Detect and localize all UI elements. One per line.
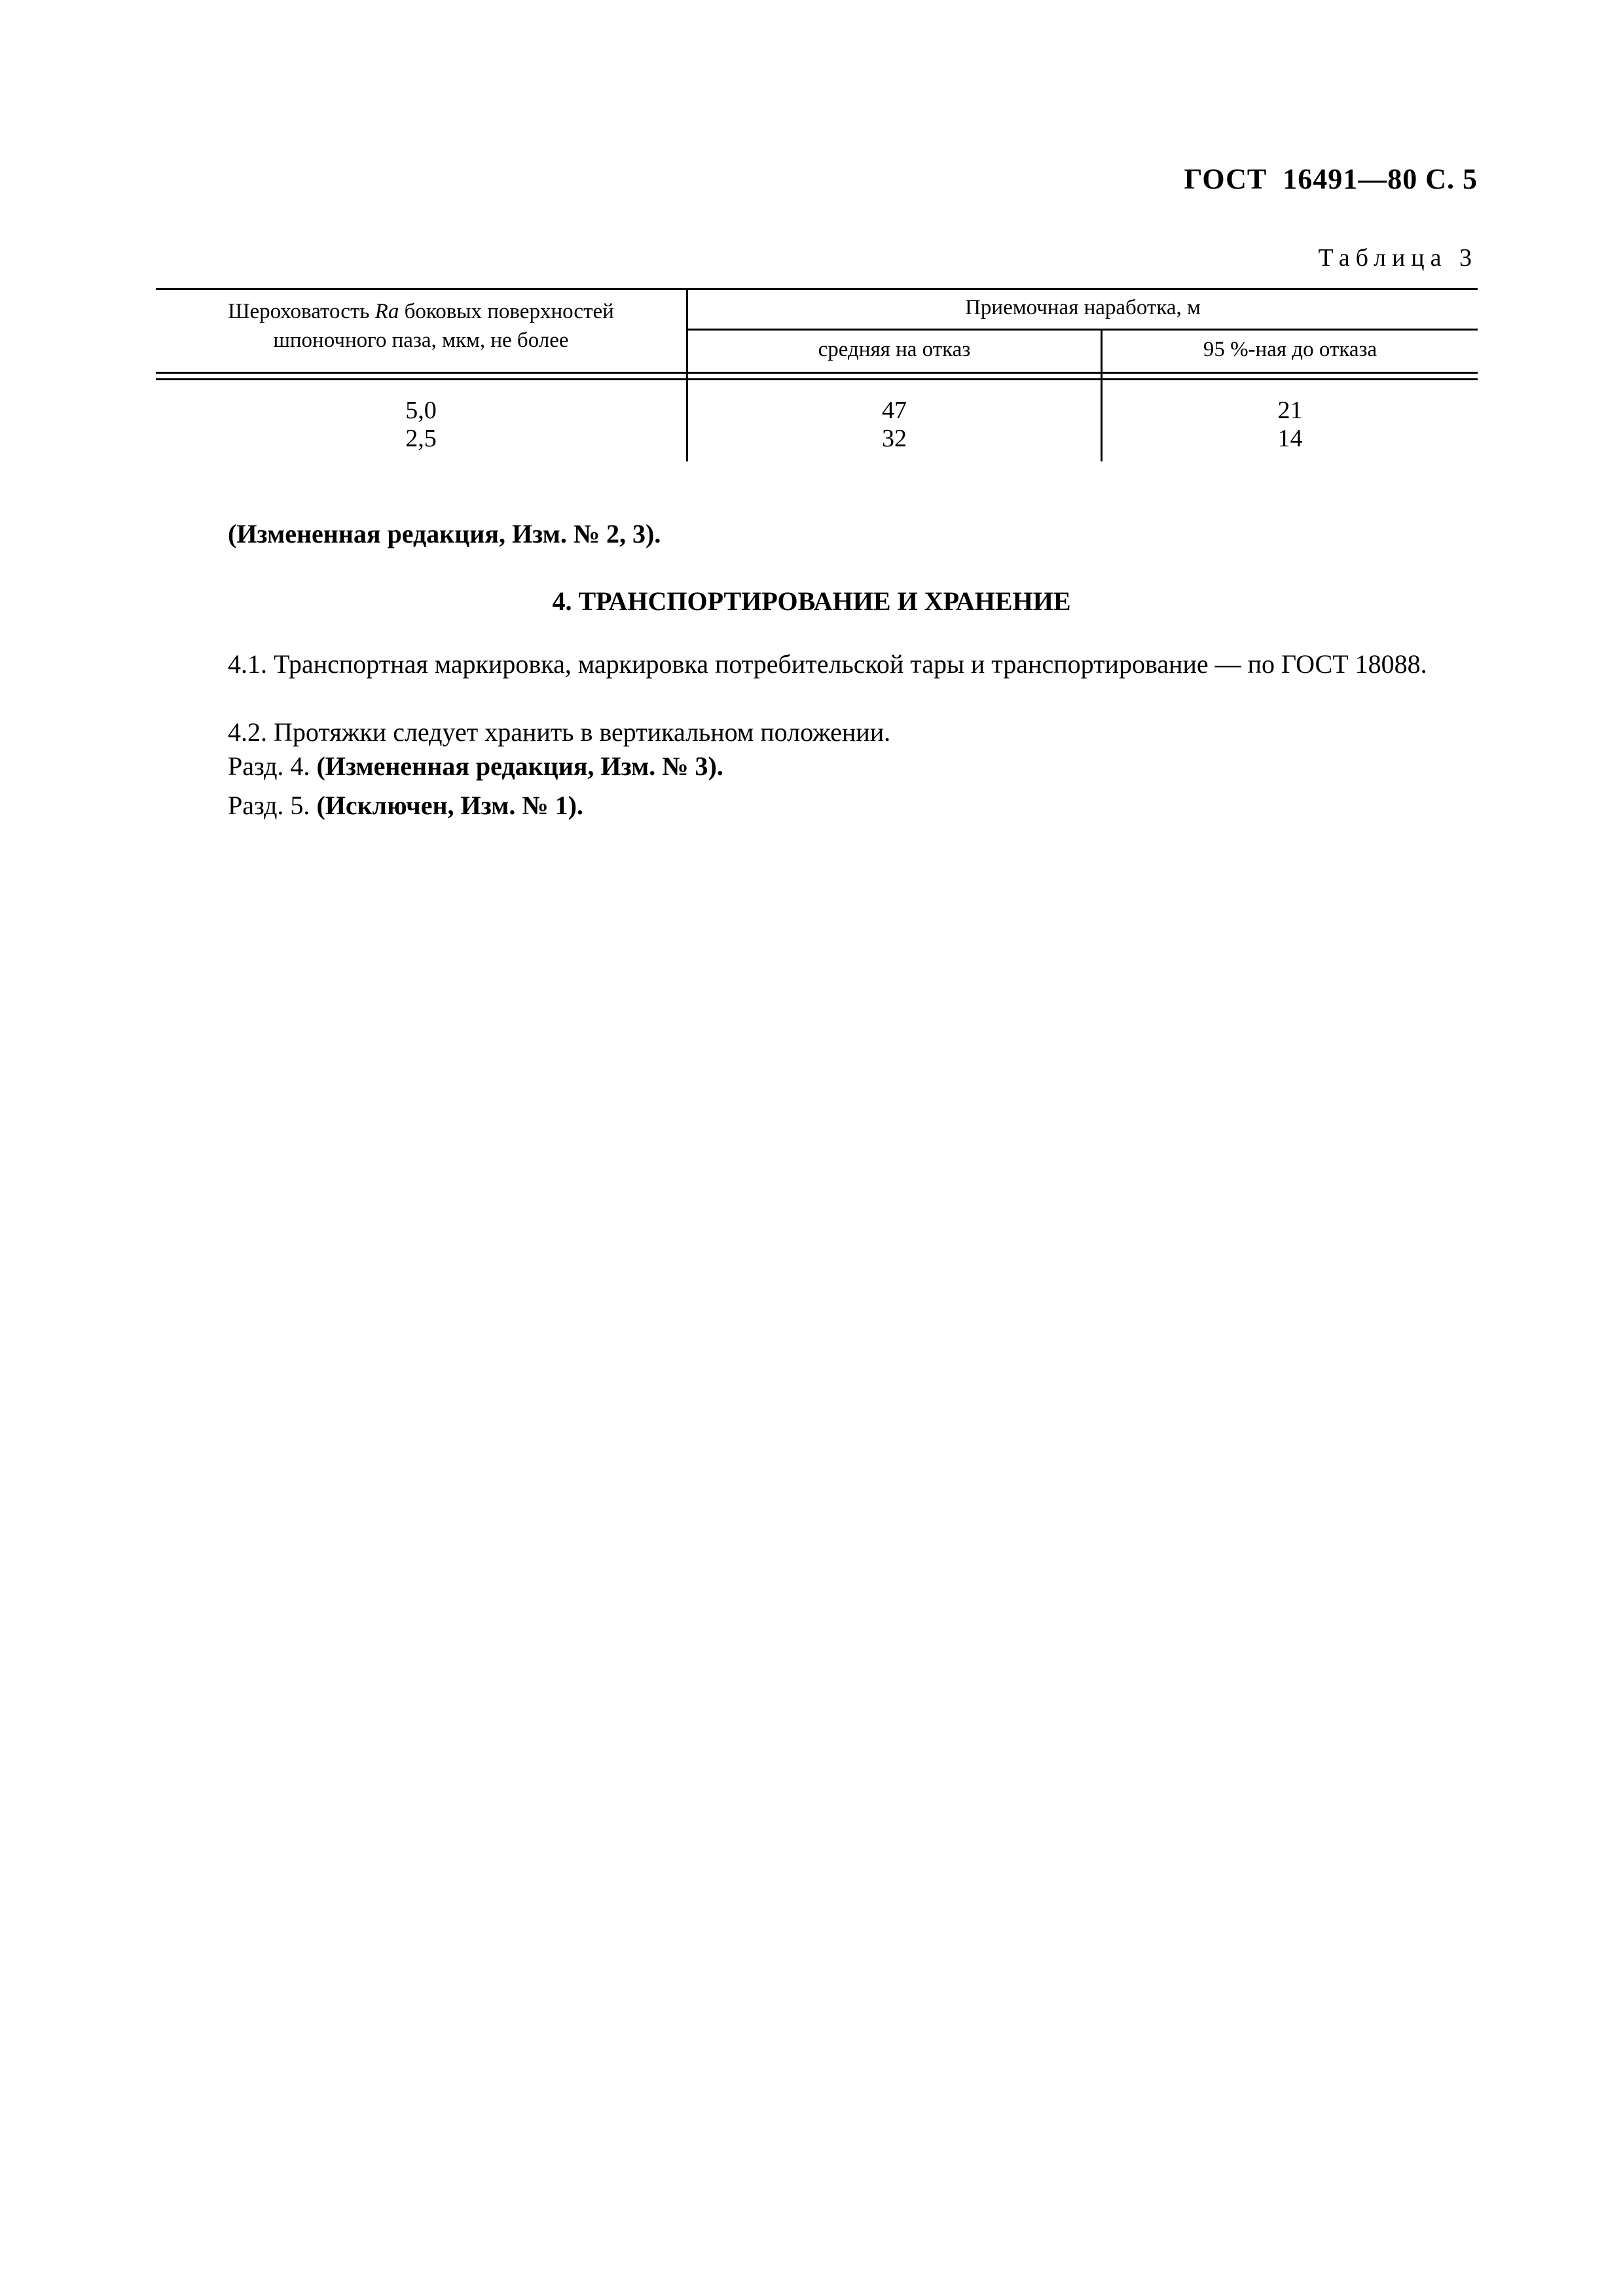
section-5-excluded: (Исключен, Изм. № 1). xyxy=(316,791,583,820)
paragraph-4-2: 4.2. Протяжки следует хранить в вертикальном положении. xyxy=(228,717,891,747)
paragraph-section-4-note xyxy=(228,751,723,781)
section-title: 4. ТРАНСПОРТИРОВАНИЕ И ХРАНЕНИЕ xyxy=(552,586,1071,616)
header-95-to-failure: 95 %-ная до отказа xyxy=(1203,338,1377,361)
header-roughness-part2: боковых поверхностей xyxy=(399,300,614,323)
section-4-prefix: Разд. 4. xyxy=(228,751,317,781)
header-acceptance-runtime: Приемочная наработка, м xyxy=(965,296,1201,319)
cell-ra-1: 5,0 xyxy=(405,397,437,424)
header-roughness-ra: Ra xyxy=(374,300,399,323)
group-header-rule xyxy=(686,329,1478,331)
cell-ra-2: 2,5 xyxy=(405,425,437,452)
header-double-rule-2 xyxy=(156,378,1478,380)
header-double-rule-1 xyxy=(156,372,1478,374)
header-roughness-part1: Шероховатость xyxy=(228,300,375,323)
cell-p95-2: 14 xyxy=(1277,425,1303,452)
reliability-table xyxy=(156,288,1478,461)
document-header: ГОСТ 16491—80 С. 5 xyxy=(1184,163,1478,195)
header-roughness xyxy=(156,297,686,355)
amendment-note: (Измененная редакция, Изм. № 2, 3). xyxy=(228,519,661,548)
section-5-prefix: Разд. 5. xyxy=(228,791,317,820)
cell-mean-1: 47 xyxy=(882,397,907,424)
cell-p95-1: 21 xyxy=(1277,397,1303,424)
table-top-rule xyxy=(156,288,1478,290)
header-mean-to-failure: средняя на отказ xyxy=(818,338,971,361)
section-4-amendment: (Измененная редакция, Изм. № 3). xyxy=(316,751,723,781)
table-caption: Таблица 3 xyxy=(1318,244,1478,272)
paragraph-section-5-note xyxy=(228,790,583,821)
header-roughness-line2: шпоночного паза, мкм, не более xyxy=(273,329,569,352)
cell-mean-2: 32 xyxy=(882,425,907,452)
paragraph-4-1: 4.1. Транспортная маркировка, маркировка потребительской тары и транспортирование — по ГОСТ 18088. xyxy=(228,649,1427,679)
